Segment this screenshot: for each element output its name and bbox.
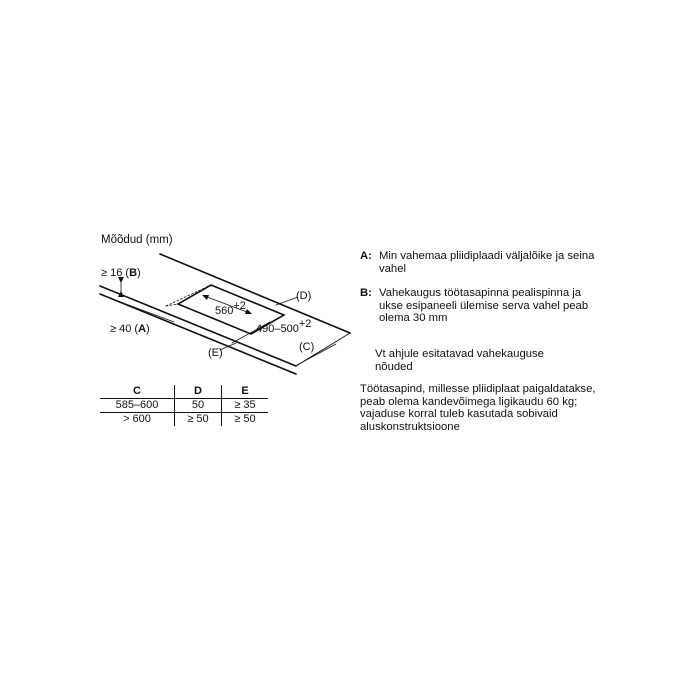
width-arrow-left <box>202 295 209 300</box>
note-worktop: Töötasapind, millesse pliidiplaat paigaldatakse, peab olema kandevõimega ligikaudu 60 kg; vajaduse korral tuleb kasutada sobivaid aluskonstruktsioone <box>360 383 596 433</box>
table-row <box>100 413 268 427</box>
table-header-c: C <box>100 385 175 399</box>
table-cell: 585–600 <box>100 399 175 413</box>
width-arrow-right <box>245 309 252 314</box>
table-cell: > 600 <box>123 413 151 425</box>
c-label: (C) <box>299 341 315 353</box>
d-label: (D) <box>296 290 312 302</box>
note-a-key: A: <box>360 250 372 262</box>
table-cell: ≥ 50 <box>222 413 269 427</box>
note-b-key: B: <box>360 287 372 299</box>
worktop-back-edge <box>160 254 350 333</box>
note-a-text: Min vahemaa pliidiplaadi väljalõike ja seina vahel <box>379 250 595 275</box>
note-b-text: Vahekaugus töötasapinna pealispinna ja ukse esipaneeli ülemise serva vahel peab olema 30 mm <box>379 287 589 324</box>
diagram-title: Mõõdud (mm) <box>101 234 173 246</box>
table-cell: ≥ 35 <box>222 399 269 413</box>
a-dimension-label: ≥ 40 (A) <box>110 323 150 335</box>
table-header-d: D <box>175 385 222 399</box>
b-dimension-label: ≥ 16 (B) <box>101 267 141 279</box>
d-dimension-line <box>276 297 298 305</box>
note-b <box>360 287 600 325</box>
table-header-e: E <box>222 385 269 399</box>
note-a <box>360 250 600 275</box>
table-cell: 50 <box>175 399 222 413</box>
cutout-width-label: 560+2 <box>215 300 246 317</box>
e-label: (E) <box>208 347 223 359</box>
note-oven: Vt ahjule esitatavad vahekauguse nõuded <box>375 348 544 373</box>
table-cell: ≥ 50 <box>175 413 222 427</box>
table-row <box>100 399 268 413</box>
clearance-table <box>100 385 268 426</box>
cutout-depth-label: 490–500+2 <box>256 318 312 335</box>
